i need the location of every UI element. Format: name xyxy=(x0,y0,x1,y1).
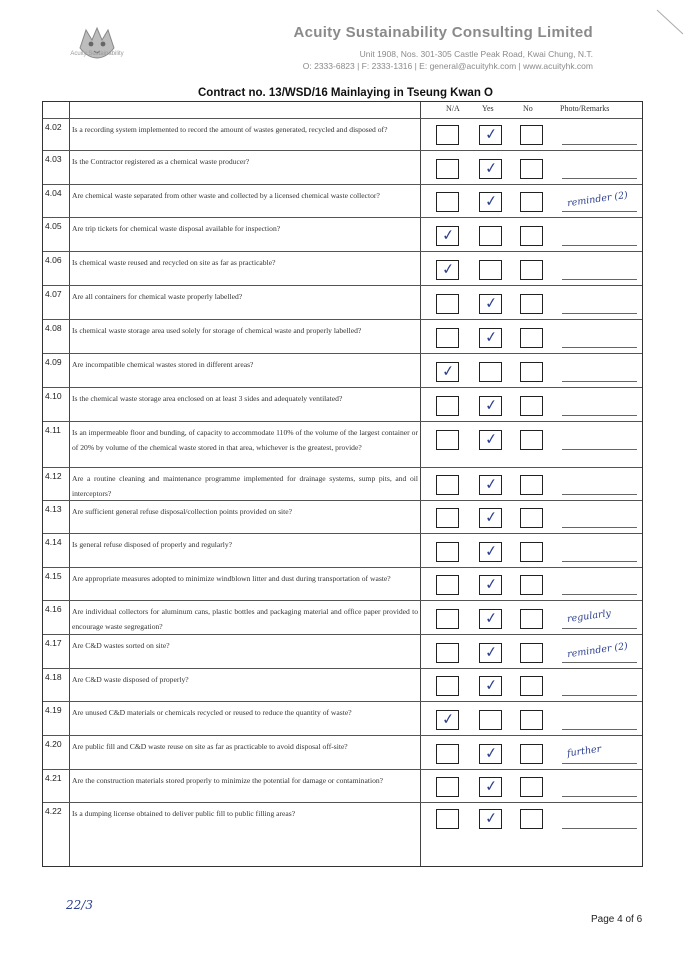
item-number: 4.11 xyxy=(45,425,61,435)
question-text: Are C&D waste disposed of properly? xyxy=(72,675,189,684)
remarks-line xyxy=(562,729,637,730)
item-number: 4.14 xyxy=(45,537,62,547)
check-mark-icon: ✓ xyxy=(484,158,499,178)
company-logo-icon xyxy=(66,18,128,80)
checkbox-yes[interactable] xyxy=(479,192,502,212)
checkbox-no[interactable] xyxy=(520,294,543,314)
check-mark-icon: ✓ xyxy=(484,776,499,796)
checkbox-yes[interactable] xyxy=(479,744,502,764)
checkbox-no[interactable] xyxy=(520,396,543,416)
checkbox-na[interactable] xyxy=(436,475,459,495)
remarks-line xyxy=(562,695,637,696)
remarks-line xyxy=(562,628,637,629)
checkbox-yes[interactable] xyxy=(479,643,502,663)
checkbox-na[interactable] xyxy=(436,542,459,562)
table-row xyxy=(43,217,642,251)
address-line-1: Unit 1908, Nos. 301-305 Castle Peak Road, Kwai Chung, N.T. xyxy=(359,49,593,59)
checkbox-yes[interactable] xyxy=(479,676,502,696)
checkbox-no[interactable] xyxy=(520,508,543,528)
checkbox-yes[interactable] xyxy=(479,260,502,280)
checkbox-na[interactable] xyxy=(436,430,459,450)
table-row xyxy=(43,387,642,421)
question-text: Is an impermeable floor and bunding, of capacity to accommodate 110% of the volume of the largest container or of 20% by volume of the chemical waste stored in that area, whichever is the greatest, provide? xyxy=(72,428,418,452)
question-text: Are a routine cleaning and maintenance programme implemented for drainage systems, sump pits, and oil interceptors? xyxy=(72,474,418,498)
checkbox-no[interactable] xyxy=(520,777,543,797)
check-mark-icon: ✓ xyxy=(441,259,456,279)
table-row xyxy=(43,118,642,150)
remarks-line xyxy=(562,313,637,314)
question-text: Are the construction materials stored properly to minimize the potential for damage or contamination? xyxy=(72,776,384,785)
checkbox-no[interactable] xyxy=(520,575,543,595)
checkbox-no[interactable] xyxy=(520,430,543,450)
check-mark-icon: ✓ xyxy=(484,293,499,313)
checkbox-no[interactable] xyxy=(520,159,543,179)
page-number: Page 4 of 6 xyxy=(591,914,643,925)
checkbox-na[interactable] xyxy=(436,226,459,246)
checkbox-na[interactable] xyxy=(436,575,459,595)
checkbox-no[interactable] xyxy=(520,260,543,280)
check-mark-icon: ✓ xyxy=(484,808,499,828)
table-row xyxy=(43,769,642,802)
item-number: 4.09 xyxy=(45,357,62,367)
question-text: Is chemical waste storage area used solely for storage of chemical waste and properly labelled? xyxy=(72,326,362,335)
question-text: Are public fill and C&D waste reuse on site as far as practicable to avoid disposal off-site? xyxy=(72,742,348,751)
col-header-no: No xyxy=(523,104,533,113)
table-row xyxy=(43,285,642,319)
company-address xyxy=(303,48,593,72)
check-mark-icon: ✓ xyxy=(484,191,499,211)
remarks-line xyxy=(562,662,637,663)
remarks-line xyxy=(562,381,637,382)
checkbox-yes[interactable] xyxy=(479,396,502,416)
checkbox-yes[interactable] xyxy=(479,542,502,562)
checkbox-yes[interactable] xyxy=(479,430,502,450)
table-row xyxy=(43,567,642,600)
remarks-line xyxy=(562,178,637,179)
remarks-line xyxy=(562,594,637,595)
checkbox-na[interactable] xyxy=(436,125,459,145)
check-mark-icon: ✓ xyxy=(484,429,499,449)
item-number: 4.15 xyxy=(45,571,62,581)
checkbox-yes[interactable] xyxy=(479,609,502,629)
remarks-line xyxy=(562,763,637,764)
check-mark-icon: ✓ xyxy=(484,608,499,628)
check-mark-icon: ✓ xyxy=(484,507,499,527)
checkbox-na[interactable] xyxy=(436,260,459,280)
checkbox-yes[interactable] xyxy=(479,294,502,314)
address-line-2: O: 2333-6823 | F: 2333-1316 | E: general@acuityhk.com | www.acuityhk.com xyxy=(302,61,593,71)
handwritten-remark: regularly xyxy=(566,607,612,626)
check-mark-icon: ✓ xyxy=(484,124,499,144)
table-row xyxy=(43,319,642,353)
checkbox-no[interactable] xyxy=(520,192,543,212)
item-number: 4.05 xyxy=(45,221,62,231)
checkbox-no[interactable] xyxy=(520,362,543,382)
checkbox-yes[interactable] xyxy=(479,226,502,246)
table-row xyxy=(43,701,642,735)
checkbox-yes[interactable] xyxy=(479,777,502,797)
checkbox-na[interactable] xyxy=(436,508,459,528)
checkbox-no[interactable] xyxy=(520,328,543,348)
checkbox-no[interactable] xyxy=(520,125,543,145)
checkbox-na[interactable] xyxy=(436,643,459,663)
check-mark-icon: ✓ xyxy=(484,574,499,594)
item-number: 4.04 xyxy=(45,188,62,198)
question-text: Are sufficient general refuse disposal/collection points provided on site? xyxy=(72,507,293,516)
remarks-line xyxy=(562,561,637,562)
check-mark-icon: ✓ xyxy=(441,361,456,381)
item-number: 4.02 xyxy=(45,122,62,132)
item-number: 4.20 xyxy=(45,739,62,749)
contract-title: Contract no. 13/WSD/16 Mainlaying in Tseung Kwan O xyxy=(198,87,493,99)
checkbox-yes[interactable] xyxy=(479,125,502,145)
remarks-line xyxy=(562,449,637,450)
checkbox-yes[interactable] xyxy=(479,809,502,829)
question-text: Is a recording system implemented to record the amount of wastes generated, recycled and disposed of? xyxy=(72,125,388,134)
checkbox-na[interactable] xyxy=(436,744,459,764)
checkbox-na[interactable] xyxy=(436,777,459,797)
handwritten-remark: reminder (2) xyxy=(566,189,629,210)
remarks-line xyxy=(562,828,637,829)
handwritten-remark: further xyxy=(566,743,602,760)
question-text: Is general refuse disposed of properly and regularly? xyxy=(72,540,233,549)
table-row xyxy=(43,500,642,533)
question-text: Are chemical waste separated from other waste and collected by a licensed chemical waste collector? xyxy=(72,191,380,200)
table-row xyxy=(43,467,642,500)
check-mark-icon: ✓ xyxy=(441,709,456,729)
checkbox-na[interactable] xyxy=(436,710,459,730)
checkbox-no[interactable] xyxy=(520,744,543,764)
question-text: Are appropriate measures adopted to minimize windblown litter and dust during transportation of waste? xyxy=(72,574,391,583)
item-number: 4.12 xyxy=(45,471,62,481)
item-number: 4.16 xyxy=(45,604,62,614)
checkbox-na[interactable] xyxy=(436,609,459,629)
checkbox-na[interactable] xyxy=(436,676,459,696)
question-text: Is a dumping license obtained to deliver public fill to public filling areas? xyxy=(72,809,296,818)
check-mark-icon: ✓ xyxy=(484,474,499,494)
question-text: Is the Contractor registered as a chemical waste producer? xyxy=(72,157,250,166)
item-number: 4.10 xyxy=(45,391,62,401)
remarks-line xyxy=(562,527,637,528)
col-header-na: N/A xyxy=(446,104,460,113)
checkbox-na[interactable] xyxy=(436,328,459,348)
table-row xyxy=(43,600,642,634)
check-mark-icon: ✓ xyxy=(484,642,499,662)
table-row xyxy=(43,251,642,285)
remarks-line xyxy=(562,796,637,797)
checkbox-yes[interactable] xyxy=(479,575,502,595)
table-row xyxy=(43,533,642,567)
checkbox-na[interactable] xyxy=(436,294,459,314)
checkbox-no[interactable] xyxy=(520,475,543,495)
check-mark-icon: ✓ xyxy=(484,675,499,695)
table-row xyxy=(43,668,642,701)
remarks-line xyxy=(562,245,637,246)
checkbox-yes[interactable] xyxy=(479,475,502,495)
table-row xyxy=(43,802,642,834)
col-header-yes: Yes xyxy=(482,104,494,113)
question-text: Are incompatible chemical wastes stored in different areas? xyxy=(72,360,254,369)
remarks-line xyxy=(562,415,637,416)
item-number: 4.03 xyxy=(45,154,62,164)
question-text: Are all containers for chemical waste properly labelled? xyxy=(72,292,243,301)
checkbox-no[interactable] xyxy=(520,809,543,829)
check-mark-icon: ✓ xyxy=(484,541,499,561)
check-mark-icon: ✓ xyxy=(441,225,456,245)
checkbox-na[interactable] xyxy=(436,809,459,829)
checkbox-no[interactable] xyxy=(520,710,543,730)
item-number: 4.19 xyxy=(45,705,62,715)
check-mark-icon: ✓ xyxy=(484,327,499,347)
remarks-line xyxy=(562,494,637,495)
table-row xyxy=(43,184,642,217)
question-text: Are unused C&D materials or chemicals recycled or reused to reduce the quantity of waste? xyxy=(72,708,352,717)
checkbox-na[interactable] xyxy=(436,396,459,416)
item-number: 4.17 xyxy=(45,638,62,648)
table-row xyxy=(43,353,642,387)
question-text: Is the chemical waste storage area enclosed on at least 3 sides and adequately ventilated? xyxy=(72,394,343,403)
checkbox-no[interactable] xyxy=(520,676,543,696)
item-number: 4.22 xyxy=(45,806,62,816)
item-number: 4.13 xyxy=(45,504,62,514)
checkbox-yes[interactable] xyxy=(479,362,502,382)
table-row xyxy=(43,634,642,668)
table-row xyxy=(43,150,642,184)
item-number: 4.07 xyxy=(45,289,62,299)
check-mark-icon: ✓ xyxy=(484,743,499,763)
question-text: Are trip tickets for chemical waste disposal available for inspection? xyxy=(72,224,281,233)
item-number: 4.08 xyxy=(45,323,62,333)
checkbox-no[interactable] xyxy=(520,609,543,629)
checkbox-yes[interactable] xyxy=(479,328,502,348)
checkbox-no[interactable] xyxy=(520,643,543,663)
checkbox-na[interactable] xyxy=(436,192,459,212)
question-text: Are C&D wastes sorted on site? xyxy=(72,641,170,650)
remarks-line xyxy=(562,279,637,280)
checklist-table xyxy=(42,101,643,867)
table-row xyxy=(43,421,642,467)
question-text: Is chemical waste reused and recycled on site as far as practicable? xyxy=(72,258,276,267)
checkbox-yes[interactable] xyxy=(479,710,502,730)
checkbox-no[interactable] xyxy=(520,542,543,562)
logo-text: Acuity Sustainability xyxy=(70,51,124,57)
company-name: Acuity Sustainability Consulting Limited xyxy=(293,24,593,41)
checkbox-yes[interactable] xyxy=(479,159,502,179)
checkbox-na[interactable] xyxy=(436,362,459,382)
remarks-line xyxy=(562,211,637,212)
item-number: 4.18 xyxy=(45,672,62,682)
handwritten-date: 22/3 xyxy=(66,898,93,912)
checkbox-yes[interactable] xyxy=(479,508,502,528)
table-row xyxy=(43,735,642,769)
checkbox-na[interactable] xyxy=(436,159,459,179)
question-text: Are individual collectors for aluminum cans, plastic bottles and packaging material and office paper provided to encourage waste segregation? xyxy=(72,607,418,631)
handwritten-remark: reminder (2) xyxy=(566,640,629,661)
remarks-line xyxy=(562,144,637,145)
item-number: 4.06 xyxy=(45,255,62,265)
scan-mark-icon xyxy=(655,8,685,38)
item-number: 4.21 xyxy=(45,773,62,783)
remarks-line xyxy=(562,347,637,348)
checkbox-no[interactable] xyxy=(520,226,543,246)
col-header-remarks: Photo/Remarks xyxy=(560,104,610,113)
check-mark-icon: ✓ xyxy=(484,395,499,415)
